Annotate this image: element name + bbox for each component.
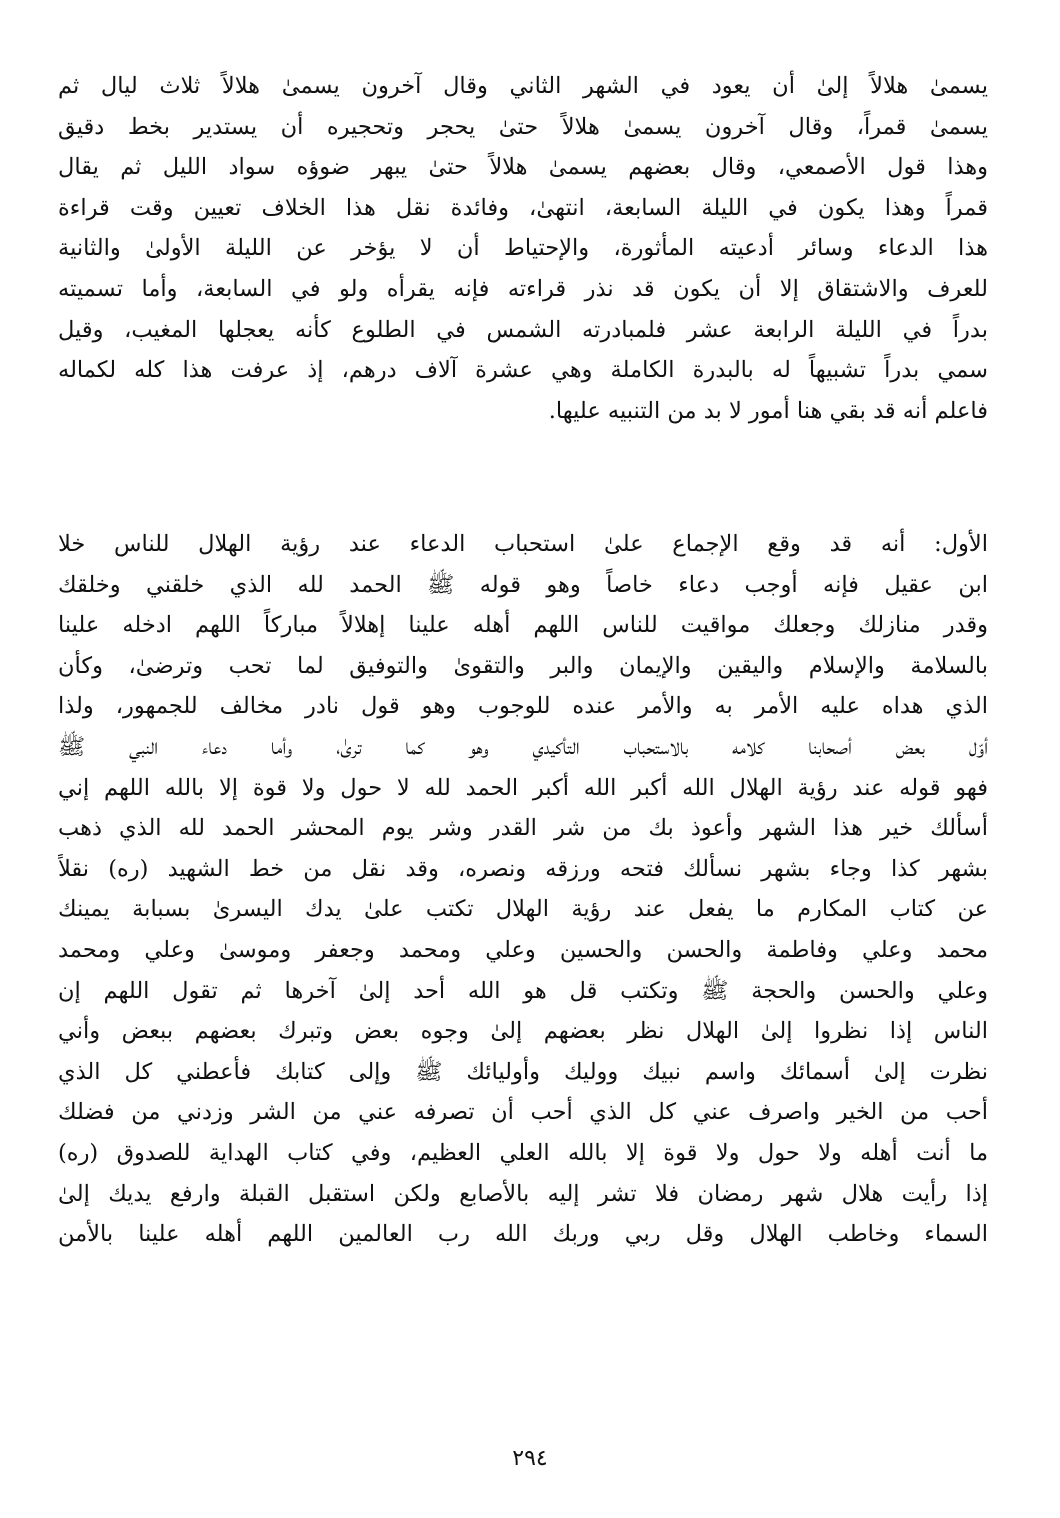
paragraph-1: [58, 66, 988, 431]
text-line: أوّل بعض أصحابنا كلامه بالاستحباب التأكيدي وهو كما ترىٰ، وأما دعاء النبي ﷺ: [58, 733, 988, 760]
text-line: ما أنت أهله ولا حول ولا قوة إلا بالله العلي العظيم، وفي كتاب الهداية للصدوق (ره): [58, 1139, 988, 1166]
text-line: بشهر كذا وجاء بشهر نسألك فتحه ورزقه ونصره، وقد نقل من خط الشهيد (ره) نقلاً: [58, 855, 988, 882]
page-number: ٢٩٤: [512, 1446, 548, 1471]
text-line: فاعلم أنه قد بقي هنا أمور لا بد من التنبيه عليها.: [548, 397, 988, 424]
text-line: بدراً في الليلة الرابعة عشر فلمبادرته الشمس في الطلوع كأنه يعجلها المغيب، وقيل: [58, 316, 988, 343]
text-line: محمد وعلي وفاطمة والحسن والحسين وعلي ومحمد وجعفر وموسىٰ وعلي ومحمد: [58, 936, 988, 963]
text-line: أسألك خير هذا الشهر وأعوذ بك من شر القدر وشر يوم المحشر الحمد لله الذي ذهب: [58, 815, 988, 842]
text-line: إذا رأيت هلال شهر رمضان فلا تشر إليه بالأصابع ولكن استقبل القبلة وارفع يديك إلىٰ: [58, 1180, 988, 1207]
text-line: وهذا قول الأصمعي، وقال بعضهم يسمىٰ هلالاً حتىٰ يبهر ضوؤه سواد الليل ثم يقال: [58, 154, 988, 181]
text-line: الناس إذا نظروا إلىٰ الهلال نظر بعضهم إلىٰ وجوه بعض وتبرك بعضهم ببعض وأني: [58, 1018, 988, 1045]
text-line: نظرت إلىٰ أسمائك واسم نبيك ووليك وأوليائك ﷺ وإلى كتابك فأعطني كل الذي: [58, 1058, 988, 1085]
text-line: بالسلامة والإسلام واليقين والإيمان والبر والتقوىٰ والتوفيق لما تحب وترضىٰ، وكأن: [58, 652, 988, 679]
text-line: ابن عقيل فإنه أوجب دعاء خاصاً وهو قوله ﷺ الحمد لله الذي خلقني وخلقك: [58, 571, 988, 598]
text-line: يسمىٰ هلالاً إلىٰ أن يعود في الشهر الثاني وقال آخرون يسمىٰ هلالاً ثلاث ليال ثم: [58, 73, 988, 99]
paragraph-2: [58, 524, 988, 1255]
text-line: للعرف والاشتقاق إلا أن يكون قد نذر قراءته فإنه يقرأه ولو في السابعة، وأما تسميته: [58, 275, 988, 302]
text-line: وقدر منازلك وجعلك مواقيت للناس اللهم أهله علينا إهلالاً مباركاً اللهم ادخله علينا: [58, 612, 988, 639]
text-line: هذا الدعاء وسائر أدعيته المأثورة، والإحتياط أن لا يؤخر عن الليلة الأولىٰ والثانية: [58, 235, 988, 262]
text-line: أحب من الخير واصرف عني كل الذي أحب أن تصرفه عني من الشر وزدني من فضلك: [58, 1099, 988, 1126]
text-line: الذي هداه عليه الأمر به والأمر عنده للوجوب وهو قول نادر مخالف للجمهور، ولذا: [58, 693, 988, 720]
text-line: يسمىٰ قمراً، وقال آخرون يسمىٰ هلالاً حتىٰ يحجر وتحجيره أن يستدير بخط دقيق: [58, 113, 988, 140]
text-line: سمي بدراً تشبيهاً له بالبدرة الكاملة وهي عشرة آلاف درهم، إذ عرفت هذا كله لكماله: [58, 357, 988, 384]
text-line: قمراً وهذا يكون في الليلة السابعة، انتهىٰ، وفائدة نقل هذا الخلاف تعيين وقت قراءة: [58, 194, 988, 221]
text-line: السماء وخاطب الهلال وقل ربي وربك الله رب العالمين اللهم أهله علينا بالأمن: [58, 1221, 988, 1248]
text-line: فهو قوله عند رؤية الهلال الله أكبر الله أكبر الحمد لله لا حول ولا قوة إلا بالله اللهم إني: [58, 774, 988, 801]
text-line: وعلي والحسن والحجة ﷺ وتكتب قل هو الله أحد إلىٰ آخرها ثم تقول اللهم إن: [58, 977, 988, 1004]
text-line: الأول: أنه قد وقع الإجماع علىٰ استحباب الدعاء عند رؤية الهلال للناس خلا: [58, 531, 988, 557]
text-line: عن كتاب المكارم ما يفعل عند رؤية الهلال تكتب علىٰ يدك اليسرىٰ بسبابة يمينك: [58, 896, 988, 923]
